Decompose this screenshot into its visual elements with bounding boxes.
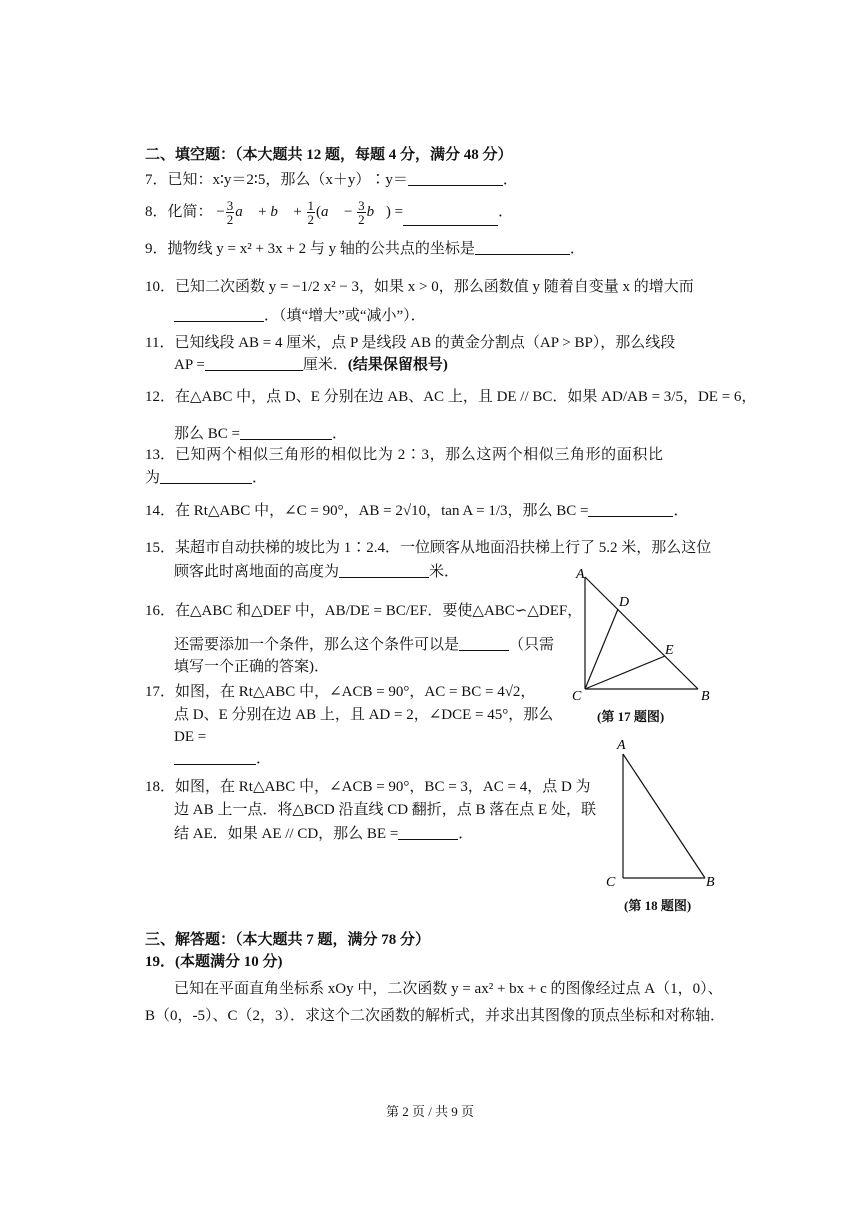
answer-blank bbox=[403, 211, 498, 226]
figure-18 bbox=[600, 735, 720, 895]
answer-blank bbox=[174, 750, 256, 765]
question-9: 9．抛物线 y = x² + 3x + 2 与 y 轴的公共点的坐标是 ． bbox=[145, 241, 585, 257]
figure-18-caption: (第 18 题图) bbox=[624, 898, 692, 913]
question-18-line2: 边 AB 上一点．将△BCD 沿直线 CD 翻折，点 B 落在点 E 处，联 bbox=[174, 802, 596, 818]
question-text: 已知：x∶y＝2∶5，那么（x＋y）∶y＝ bbox=[167, 172, 408, 188]
answer-blank bbox=[588, 502, 673, 517]
point-d-label: D bbox=[619, 595, 630, 610]
question-text: 某超市自动扶梯的坡比为 1∶2.4．一位顾客从地面沿扶梯上行了 5.2 米，那么这位 bbox=[175, 540, 712, 556]
edge-ab bbox=[623, 754, 705, 878]
question-12 bbox=[145, 382, 756, 412]
question-13 bbox=[145, 446, 664, 464]
answer-blank bbox=[398, 825, 458, 840]
question-number: 17． bbox=[145, 684, 176, 700]
question-number: 7． bbox=[145, 172, 168, 188]
point-c-label: C bbox=[572, 689, 582, 704]
question-18-line3: 结 AE．如果 AE // CD，那么 BE = ． bbox=[174, 826, 474, 842]
question-number: 11． bbox=[145, 335, 175, 351]
question-text: 在 Rt△ABC 中，∠C = 90°，AB = 2√10，tan A = 1/3，那么 BC = bbox=[175, 503, 589, 519]
question-19-line2: B（0，-5）、C（2，3）．求这个二次函数的解析式，并求出其图像的顶点坐标和对称轴． bbox=[145, 1008, 726, 1024]
question-15 bbox=[145, 539, 711, 557]
question-text: 已知两个相似三角形的相似比为 2∶3，那么这两个相似三角形的面积比 bbox=[175, 447, 664, 463]
question-number: 10． bbox=[145, 279, 176, 295]
question-text: 抛物线 y = x² + 3x + 2 与 y 轴的公共点的坐标是 bbox=[167, 241, 475, 257]
figure-17-caption: (第 17 题图) bbox=[597, 709, 665, 724]
question-14: 14．在 Rt△ABC 中，∠C = 90°，AB = 2√10，tan A = 1/3，那么 BC = ． bbox=[145, 503, 689, 519]
question-8: 8．化简： − $\frac{3}{2}$ a⃗ + b⃗ + $\frac{1}{2}$ (a⃗ − $\frac{3}{2}$ b⃗) = ． bbox=[145, 198, 514, 228]
answer-blank bbox=[205, 356, 303, 371]
point-e-label: E bbox=[665, 643, 674, 658]
question-text: 在△ABC 和△DEF 中，AB/DE = BC/EF．要使△ABC∽△DEF， bbox=[175, 603, 583, 619]
question-text: 如图，在 Rt△ABC 中，∠ACB = 90°，AC = BC = 4√2， bbox=[175, 684, 536, 700]
edge-ab bbox=[585, 577, 698, 689]
figure-17 bbox=[565, 565, 715, 705]
question-10-line2: ．（填“增大”或“减小”）． bbox=[174, 307, 426, 325]
question-17-line2: 点 D、E 分别在边 AB 上，且 AD = 2，∠DCE = 45°，那么 bbox=[174, 707, 554, 723]
point-a-label: A bbox=[576, 567, 585, 582]
question-11-line2: AP = 厘米．(结果保留根号) bbox=[174, 357, 448, 373]
answer-blank bbox=[339, 563, 429, 578]
question-17-line3: DE = bbox=[174, 729, 207, 745]
question-number: 18． bbox=[145, 779, 176, 795]
question-number: 14． bbox=[145, 503, 176, 519]
answer-blank bbox=[475, 240, 570, 255]
question-17-line4: ． bbox=[174, 750, 271, 768]
question-19-line1: 已知在平面直角坐标系 xOy 中，二次函数 y = ax² + bx + c 的图像经过点 A（1，0）、 bbox=[174, 981, 723, 997]
question-11 bbox=[145, 334, 675, 352]
question-10 bbox=[145, 272, 694, 302]
question-19-title: 19．(本题满分 10 分) bbox=[145, 954, 283, 970]
question-16-line3: 填写一个正确的答案)． bbox=[174, 659, 329, 675]
answer-blank bbox=[174, 307, 264, 322]
point-a-label: A bbox=[617, 738, 626, 753]
answer-blank bbox=[240, 425, 332, 440]
question-13-line2: 为 ． bbox=[145, 470, 268, 486]
question-15-line2: 顾客此时离地面的高度为 米． bbox=[174, 564, 460, 580]
question-number: 12． bbox=[145, 389, 176, 405]
question-text: 已知二次函数 y = −1/2 x² − 3，如果 x > 0，那么函数值 y 随着自变量 x 的增大而 bbox=[175, 279, 694, 295]
answer-blank bbox=[459, 636, 509, 651]
question-number: 16． bbox=[145, 603, 176, 619]
question-text: 在△ABC 中，点 D、E 分别在边 AB、AC 上，且 DE // BC．如果 AD/AB = 3/5，DE = 6， bbox=[175, 389, 757, 405]
question-16-line2: 还需要添加一个条件，那么这个条件可以是 （只需 bbox=[174, 637, 555, 653]
question-18 bbox=[145, 778, 591, 796]
question-number: 9． bbox=[145, 241, 168, 257]
section-heading: 二、填空题：（本大题共 12 题，每题 4 分，满分 48 分） bbox=[145, 147, 513, 163]
question-number: 15． bbox=[145, 540, 176, 556]
page-footer: 第 2 页 / 共 9 页 bbox=[385, 1104, 475, 1119]
answer-blank bbox=[160, 469, 252, 484]
question-number: 13． bbox=[145, 447, 176, 463]
question-7: 7．已知：x∶y＝2∶5，那么（x＋y）∶y＝ ． bbox=[145, 172, 518, 188]
answer-blank bbox=[408, 171, 503, 186]
question-text: 已知线段 AB = 4 厘米，点 P 是线段 AB 的黄金分割点（AP > BP），那么线段 bbox=[174, 335, 676, 351]
point-c-label: C bbox=[606, 875, 616, 890]
question-16 bbox=[145, 596, 582, 626]
point-b-label: B bbox=[701, 689, 710, 704]
point-b-label: B bbox=[706, 875, 715, 890]
question-12-line2: 那么 BC = ． bbox=[174, 426, 347, 442]
section-heading: 三、解答题：（本大题共 7 题，满分 78 分） bbox=[145, 932, 431, 948]
question-17 bbox=[145, 683, 535, 701]
question-text: 如图，在 Rt△ABC 中，∠ACB = 90°，BC = 3，AC = 4，点 D 为 bbox=[175, 779, 591, 795]
question-number: 8． bbox=[145, 204, 168, 220]
expression: − $\frac{3}{2}$ a⃗ + b⃗ + $\frac{1}{2}$ (a⃗ − $\frac{3}{2}$ b⃗) = bbox=[216, 198, 404, 228]
